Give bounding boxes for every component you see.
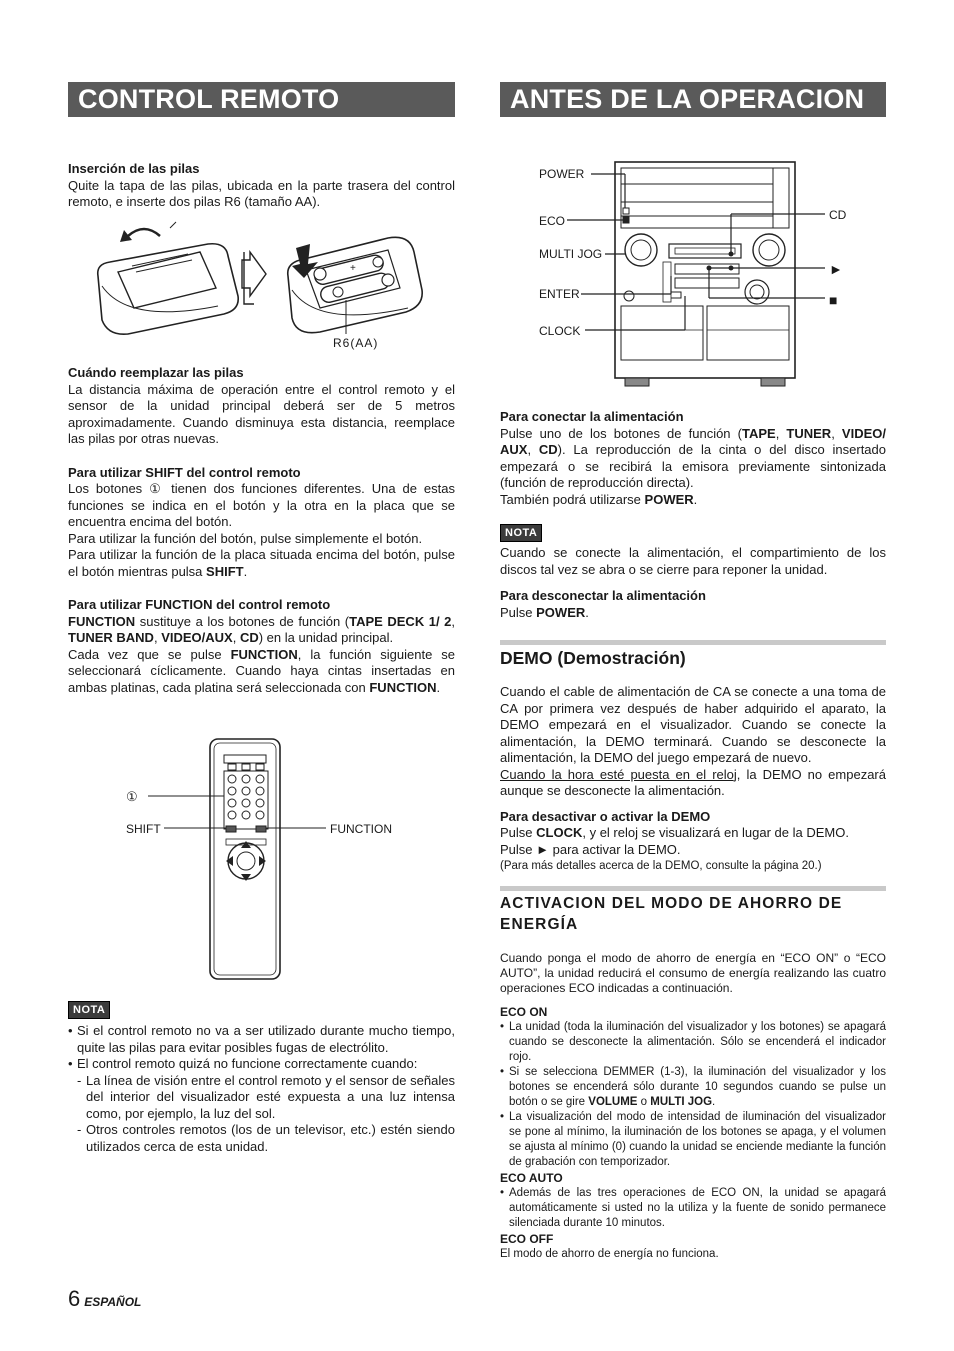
list-item: • Además de las tres operaciones de ECO ON, la unidad se apagará automáticamente si usted no la utiliza y la fuente de sonido permanece silenciada durante 10 minutos. [500,1186,886,1231]
left-nota [68,1001,455,1155]
demo-title: DEMO (Demostración) [500,648,686,668]
shift-heading: Para utilizar SHIFT del control remoto [68,464,301,480]
remote-shift-label: SHIFT [126,822,161,836]
svg-text:+: + [350,263,356,274]
page-number: 6 [68,1286,81,1311]
remote-function-label: FUNCTION [330,822,392,836]
language-label: ESPAÑOL [84,1295,142,1309]
list-item: • Si se selecciona DEMMER (1-3), la iluminación del visualizador y los botones se encenderá sólo durante 10 segundos cuando se pulse un botón o se gire VOLUME o MULTI JOG. [500,1065,886,1110]
conectar-heading: Para conectar la alimentación [500,409,684,424]
function-heading: Para utilizar FUNCTION del control remoto [68,597,331,612]
list-item: • Si el control remoto no va a ser utilizado durante mucho tiempo, quite las pilas para evitar posibles fugas de electrólito. [68,1023,455,1056]
remote-control-illustration [120,735,420,985]
desconectar-heading: Para desconectar la alimentación [500,588,706,603]
diagram-clock-label: CLOCK [539,324,581,338]
diagram-multijog-label: MULTI JOG [539,247,603,261]
diagram-cd-label: CD [829,208,847,222]
section-divider [500,886,886,891]
demo-section [500,647,886,874]
demo-note: (Para más detalles acerca de la DEMO, consulte la página 20.) [500,860,822,872]
section-divider [500,640,886,645]
conectar-body-2: También podrá utilizarse POWER. [500,491,698,507]
demo-sub-heading: Para desactivar o activar la DEMO [500,808,711,824]
conectar-body: Pulse uno de los botones de función (TAPE, TUNER, VIDEO/ AUX, CD). La reproducción de la cinta o del disco insertado empezará o se recibirá la emisora previamente sintonizada (función de reproducción directa). [500,425,886,490]
diagram-eco-label: ECO [539,214,566,228]
reemplazar-body: La distancia máxima de operación entre el control remoto y el sensor de la unidad principal deberá ser de 5 metros aproximadamente. Cuando disminuya esta distancia, reemplace las pilas por otras nuevas. [68,381,455,446]
eco-auto-list [500,1186,886,1231]
play-icon: ► [829,261,843,277]
demo-sub-body: Pulse CLOCK, y el reloj se visualizará en lugar de la DEMO. [500,825,849,840]
shift-p2: Para utilizar la función del botón, pulse simplemente el botón. [68,530,423,546]
eco-title: ACTIVACION DEL MODO DE AHORRO DE ENERGÍA [500,895,843,933]
right-column [500,409,886,621]
function-p1: FUNCTION sustituye a los botones de función (TAPE DECK 1/ 2, TUNER BAND, VIDEO/AUX, CD) en la unidad principal. [68,613,456,645]
diagram-enter-label: ENTER [539,287,580,301]
left-column-2 [68,365,455,696]
eco-auto-heading: ECO AUTO [500,1171,563,1185]
stop-icon: ■ [829,292,838,308]
eco-off-body: El modo de ahorro de energía no funciona. [500,1248,719,1260]
eco-on-list [500,1020,886,1170]
page-footer [68,1286,141,1312]
function-p2: Cada vez que se pulse FUNCTION, la función siguiente se seleccionará cíclicamente. Cuando haya cintas insertadas en ambas platinas, cada platina será seleccionada con FUNCTION. [68,646,455,695]
battery-insertion-illustration [88,216,428,356]
stereo-unit-diagram [535,158,855,390]
eco-on-heading: ECO ON [500,1005,548,1019]
nota-badge: NOTA [68,1001,110,1019]
list-item: - La línea de visión entre el control remoto y el sensor de señales del interior del visualizador esté expuesta a una luz intensa como, por ejemplo, la luz del sol. [77,1073,455,1123]
page-title-antes-operacion: ANTES DE LA OPERACION [500,82,886,117]
eco-intro: Cuando ponga el modo de ahorro de energía en “ECO ON” o “ECO AUTO”, la unidad reducirá el consumo de energía realizando las cuatro operaciones ECO indicadas a continuación. [500,951,886,995]
demo-body: Cuando el cable de alimentación de CA se conecte a una toma de CA por primera vez después de haber adquirido el aparato, la DEMO empezará en el visualizador. Cuando se conecte la alimentación, la DEMO terminará. Cuando se desconecte la alimentación, la DEMO del juego empezará de nuevo. Cuando la hora esté puesta en el reloj, la DEMO no empezará aunque se desconecte la alimentación. [500,684,886,798]
shift-p3: Para utilizar la función de la placa situada encima del botón, pulse el botón mientras pulsa SHIFT. [68,547,455,579]
desconectar-body: Pulse POWER. [500,604,589,620]
list-item: • La visualización del modo de intensidad de iluminación del visualizador se pone al mínimo, la iluminación de los botones se apaga, y el volumen se ajusta al mínimo (0) cuando la unidad se enciende mediante la función de grabación con temporizador. [500,1110,886,1170]
eco-off-heading: ECO OFF [500,1232,554,1246]
nota-sublist [77,1073,455,1156]
shift-p1: Los botones ① tienen dos funciones diferentes. Una de estas funciones se indica en el botón y la otra en la placa que se encuentra encima del botón. [68,481,456,529]
nota-list [68,1023,455,1073]
page-title-control-remoto: CONTROL REMOTO [68,82,455,117]
list-item: • La unidad (toda la iluminación del visualizador y los botones) se apagará cuando se desconecte la alimentación. Sólo se encenderá el indicador rojo. [500,1020,886,1065]
left-column [68,161,455,211]
nota-badge: NOTA [500,524,542,542]
remote-circle-label: ① [126,789,138,804]
list-item: - Otros controles remotos (los de un televisor, etc.) estén siendo utilizados cerca de esta unidad. [77,1122,455,1155]
pilas-heading: Inserción de las pilas [68,161,200,176]
right-nota-body: Cuando se conecte la alimentación, el compartimiento de los discos tal vez se abra o se cierre para reponer la unidad. [500,545,886,577]
battery-size-label: R6(AA) [333,336,379,350]
reemplazar-heading: Cuándo reemplazar las pilas [68,365,244,380]
list-item: • El control remoto quizá no funcione correctamente cuando: [68,1056,455,1073]
right-nota [500,524,886,578]
eco-section [500,893,886,1262]
diagram-power-label: POWER [539,167,585,181]
demo-sub-body-2: Pulse ► para activar la DEMO. [500,841,681,857]
pilas-body: Quite la tapa de las pilas, ubicada en la parte trasera del control remoto, e inserte dos pilas R6 (tamaño AA). [68,177,455,209]
